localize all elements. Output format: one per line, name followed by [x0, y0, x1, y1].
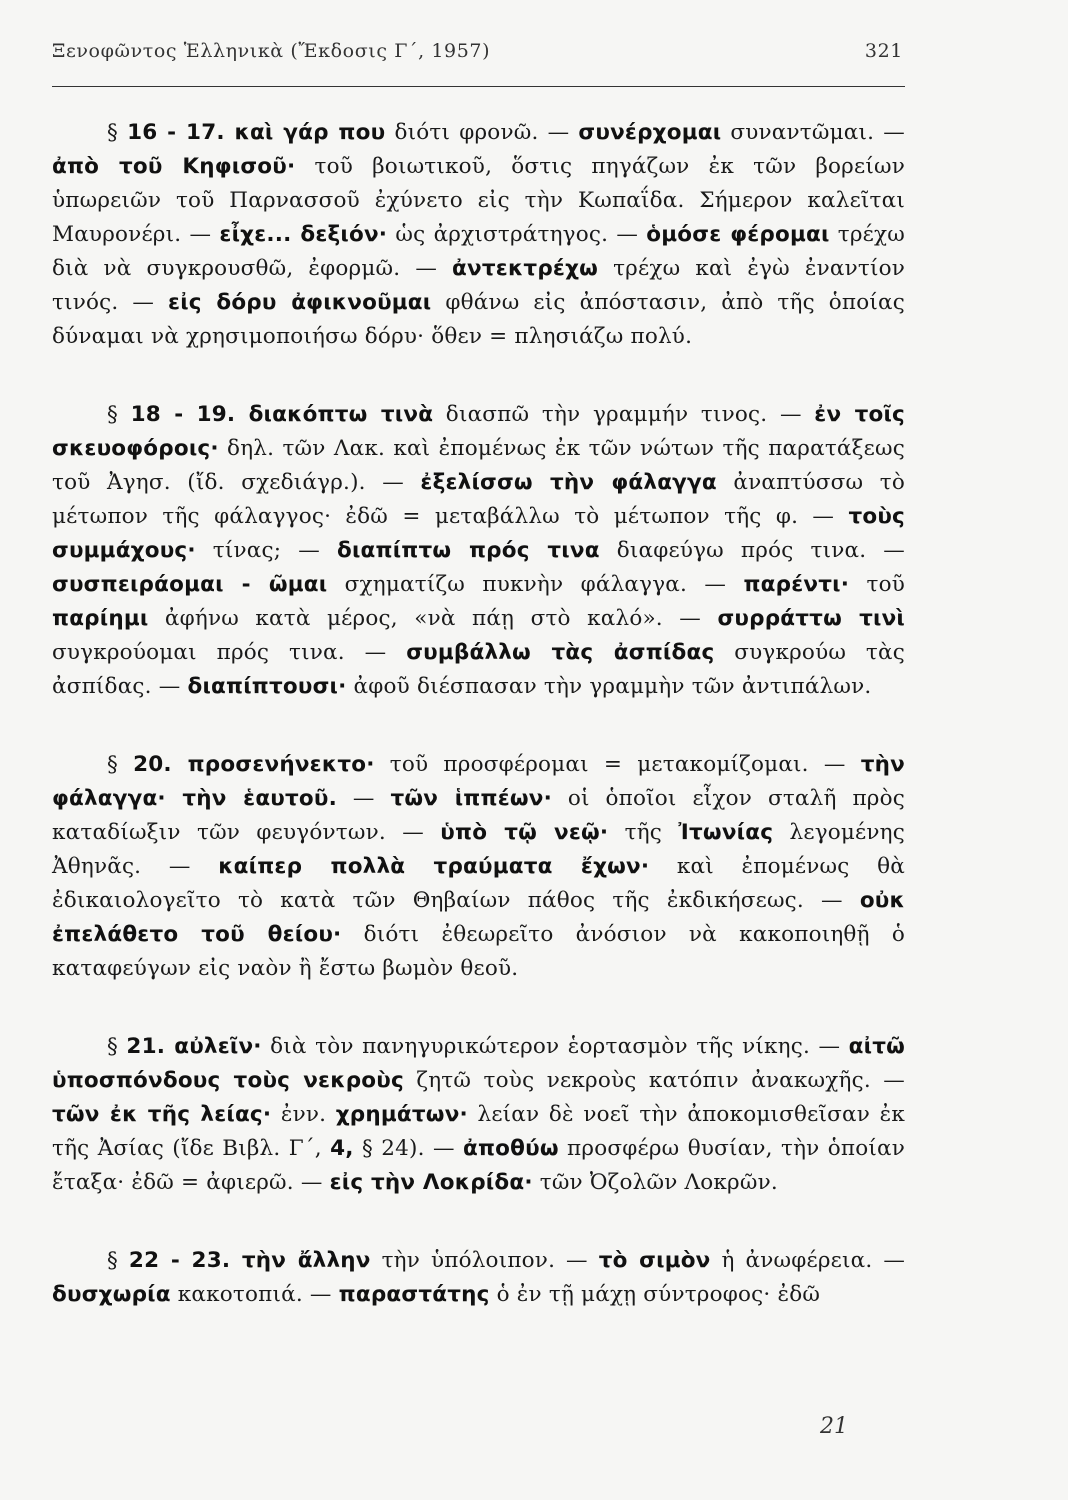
lemma-term: συσπειράομαι - ῶμαι [52, 572, 328, 597]
lemma-term: συρράττω τινὶ [717, 606, 905, 631]
gloss-text: συναντῶμαι. — [721, 120, 905, 145]
gloss-text: προσφέρω θυσίαν, τὴν ὁποίαν ἔταξα· ἐδῶ = ἀφιερῶ. — [52, 1136, 906, 1195]
gloss-text: σχηματίζω πυκνὴν φάλαγγα. — [327, 572, 744, 597]
page-number: 321 [864, 40, 903, 62]
lemma-term: εἰς δόρυ ἀφικνοῦμαι [168, 290, 432, 315]
gloss-text: διασπῶ τὴν γραμμήν τινος. — [433, 402, 815, 427]
gloss-text: διότι φρονῶ. — [385, 120, 579, 145]
header-rule [52, 86, 905, 87]
gloss-text: συγκρούομαι πρός τινα. — [52, 640, 407, 665]
commentary-paragraph [52, 398, 905, 704]
lemma-term: παρίημι [52, 606, 149, 631]
gloss-text: διαφεύγω πρός τινα. — [599, 538, 906, 563]
lemma-term: παραστάτης [338, 1282, 490, 1307]
lemma-term: τῶν ἐκ τῆς λείας· [52, 1102, 272, 1127]
gloss-text: ζητῶ τοὺς νεκροὺς κατόπιν ἀνακωχῆς. — [403, 1068, 905, 1093]
lemma-term: 4, [330, 1136, 354, 1161]
gloss-text: § [107, 1248, 129, 1273]
gloss-text: ὁ ἐν τῇ μάχῃ σύντροφος· ἐδῶ [489, 1282, 821, 1307]
lemma-term: ὑπὸ τῷ νεῷ· [440, 820, 609, 845]
lemma-term: οὐκ ἐπελάθετο τοῦ θείου· [52, 888, 905, 947]
gloss-text: τὴν ὑπόλοιπον. — [370, 1248, 599, 1273]
lemma-term: 21. [126, 1034, 166, 1059]
gloss-text: συγκρούω τὰς ἀσπίδας. — [52, 640, 905, 699]
commentary-paragraph [52, 116, 905, 354]
lemma-term: αἰτῶ ὑποσπόνδους τοὺς νεκροὺς [52, 1034, 906, 1093]
gloss-text: § [107, 1034, 127, 1059]
lemma-term: καὶ γάρ που [224, 120, 386, 145]
gloss-text: § [107, 120, 128, 145]
lemma-term: ὁμόσε φέρομαι [646, 222, 830, 247]
lemma-term: συμβάλλω τὰς ἀσπίδας [406, 640, 715, 665]
gloss-text: ἀφοῦ διέσπασαν τὴν γραμμὴν τῶν ἀντιπάλων. [346, 674, 872, 699]
lemma-term: δυσχωρία [52, 1282, 171, 1307]
gloss-text: δηλ. τῶν Λακ. καὶ ἐπομένως ἐκ τῶν νώτων τῆς παρατάξεως τοῦ Ἀγησ. (ἴδ. σχεδιάγρ.). — [52, 436, 905, 495]
gloss-text: καὶ ἐπομένως θὰ ἐδικαιολογεῖτο τὸ κατὰ τῶν Θηβαίων πάθος τῆς ἐκδικήσεως. — [52, 854, 905, 913]
gloss-text: τοῦ προσφέρομαι = μετακομίζομαι. — [374, 752, 861, 777]
lemma-term: ἀπὸ τοῦ Κηφισοῦ· [52, 154, 296, 179]
gloss-text: λείαν δὲ νοεῖ τὴν ἀποκομισθεῖσαν ἐκ τῆς Ἀσίας (ἴδε Βιβλ. Γ΄, [52, 1102, 905, 1161]
lemma-term: αὐλεῖν· [165, 1034, 262, 1059]
lemma-term: παρέντι· [743, 572, 850, 597]
gloss-text: τῆς [608, 820, 679, 845]
lemma-term: ἀντεκτρέχω [452, 256, 599, 281]
gloss-text: λεγομένης Ἀθηνᾶς. — [52, 820, 905, 879]
signature-mark: 21 [820, 1414, 848, 1439]
commentary-body [52, 116, 905, 1312]
lemma-term: εἰς τὴν Λοκρίδα· [329, 1170, 533, 1195]
gloss-text: τοῦ βοιωτικοῦ, ὅστις πηγάζων ἐκ τῶν βορείων ὑπωρειῶν τοῦ Παρνασσοῦ ἐχύνετο εἰς τὴν Κωπαΐδα. Σήμερον καλεῖται Μαυρονέρι. — [52, 154, 905, 247]
gloss-text: τίνας; — [195, 538, 337, 563]
lemma-term: ἐξελίσσω τὴν φάλαγγα [420, 470, 717, 495]
gloss-text: διότι ἐθεωρεῖτο ἀνόσιον νὰ κακοποιηθῇ ὁ καταφεύγων εἰς ναὸν ἢ ἔστω βωμὸν θεοῦ. [52, 922, 905, 981]
page-header [52, 40, 903, 62]
lemma-term: τὴν ἄλλην [230, 1248, 371, 1273]
gloss-text: φθάνω εἰς ἀπόστασιν, ἀπὸ τῆς ὁποίας δύναμαι νὰ χρησιμοποιήσω δόρυ· ὅθεν = πλησιάζω πολύ. [52, 290, 905, 349]
lemma-term: προσενήνεκτο· [171, 752, 375, 777]
lemma-term: 20. [133, 752, 172, 777]
commentary-paragraph [52, 1030, 905, 1200]
lemma-term: χρημάτων· [335, 1102, 468, 1127]
lemma-term: τῶν ἱππέων· [390, 786, 552, 811]
lemma-term: διαπίπτω πρός τινα [336, 538, 600, 563]
gloss-text: οἱ ὁποῖοι εἶχον σταλῆ πρὸς καταδίωξιν τῶν φευγόντων. — [52, 786, 905, 845]
lemma-term: διακόπτω τινὰ [235, 402, 434, 427]
gloss-text: τρέχω διὰ νὰ συγκρουσθῶ, ἐφορμῶ. — [52, 222, 905, 281]
gloss-text: § [107, 752, 134, 777]
lemma-term: 16 - 17. [127, 120, 225, 145]
running-title: Ξενοφῶντος Ἑλληνικὰ (Ἔκδοσις Γ΄, 1957) [52, 40, 491, 62]
gloss-text: ἐνν. [271, 1102, 336, 1127]
lemma-term: τοὺς συμμάχους· [52, 504, 905, 563]
gloss-text: § [107, 402, 131, 427]
gloss-text: — [337, 786, 391, 811]
gloss-text: ἀναπτύσσω τὸ μέτωπον τῆς φάλαγγος· ἐδῶ = μεταβάλλω τὸ μέτωπον τῆς φ. — [52, 470, 905, 529]
lemma-term: συνέρχομαι [578, 120, 722, 145]
commentary-paragraph [52, 748, 905, 986]
lemma-term: τὸ σιμὸν [598, 1248, 711, 1273]
gloss-text: τῶν Ὀζολῶν Λοκρῶν. [532, 1170, 778, 1195]
lemma-term: καίπερ πολλὰ τραύματα ἔχων· [218, 854, 650, 879]
lemma-term: ἐν τοῖς σκευοφόροις· [52, 402, 905, 461]
gloss-text: ἡ ἀνωφέρεια. — [710, 1248, 906, 1273]
lemma-term: 22 - 23. [128, 1248, 231, 1273]
gloss-text: τοῦ [849, 572, 905, 597]
gloss-text: ἀφήνω κατὰ μέρος, «νὰ πάῃ στὸ καλό». — [148, 606, 718, 631]
gloss-text: διὰ τὸν πανηγυρικώτερον ἑορτασμὸν τῆς νίκης. — [261, 1034, 849, 1059]
gloss-text: § 24). — [353, 1136, 463, 1161]
commentary-paragraph [52, 1244, 905, 1312]
lemma-term: 18 - 19. [130, 402, 236, 427]
lemma-term: Ἰτωνίας [678, 820, 774, 845]
lemma-term: εἶχε... δεξιόν· [219, 222, 388, 247]
gloss-text: ὡς ἀρχιστράτηγος. — [387, 222, 647, 247]
lemma-term: διαπίπτουσι· [187, 674, 347, 699]
gloss-text: τρέχω καὶ ἐγὼ ἐναντίον τινός. — [52, 256, 905, 315]
gloss-text: κακοτοπιά. — [170, 1282, 339, 1307]
lemma-term: ἀποθύω [463, 1136, 559, 1161]
lemma-term: τὴν φάλαγγα· τὴν ἑαυτοῦ. [52, 752, 905, 811]
